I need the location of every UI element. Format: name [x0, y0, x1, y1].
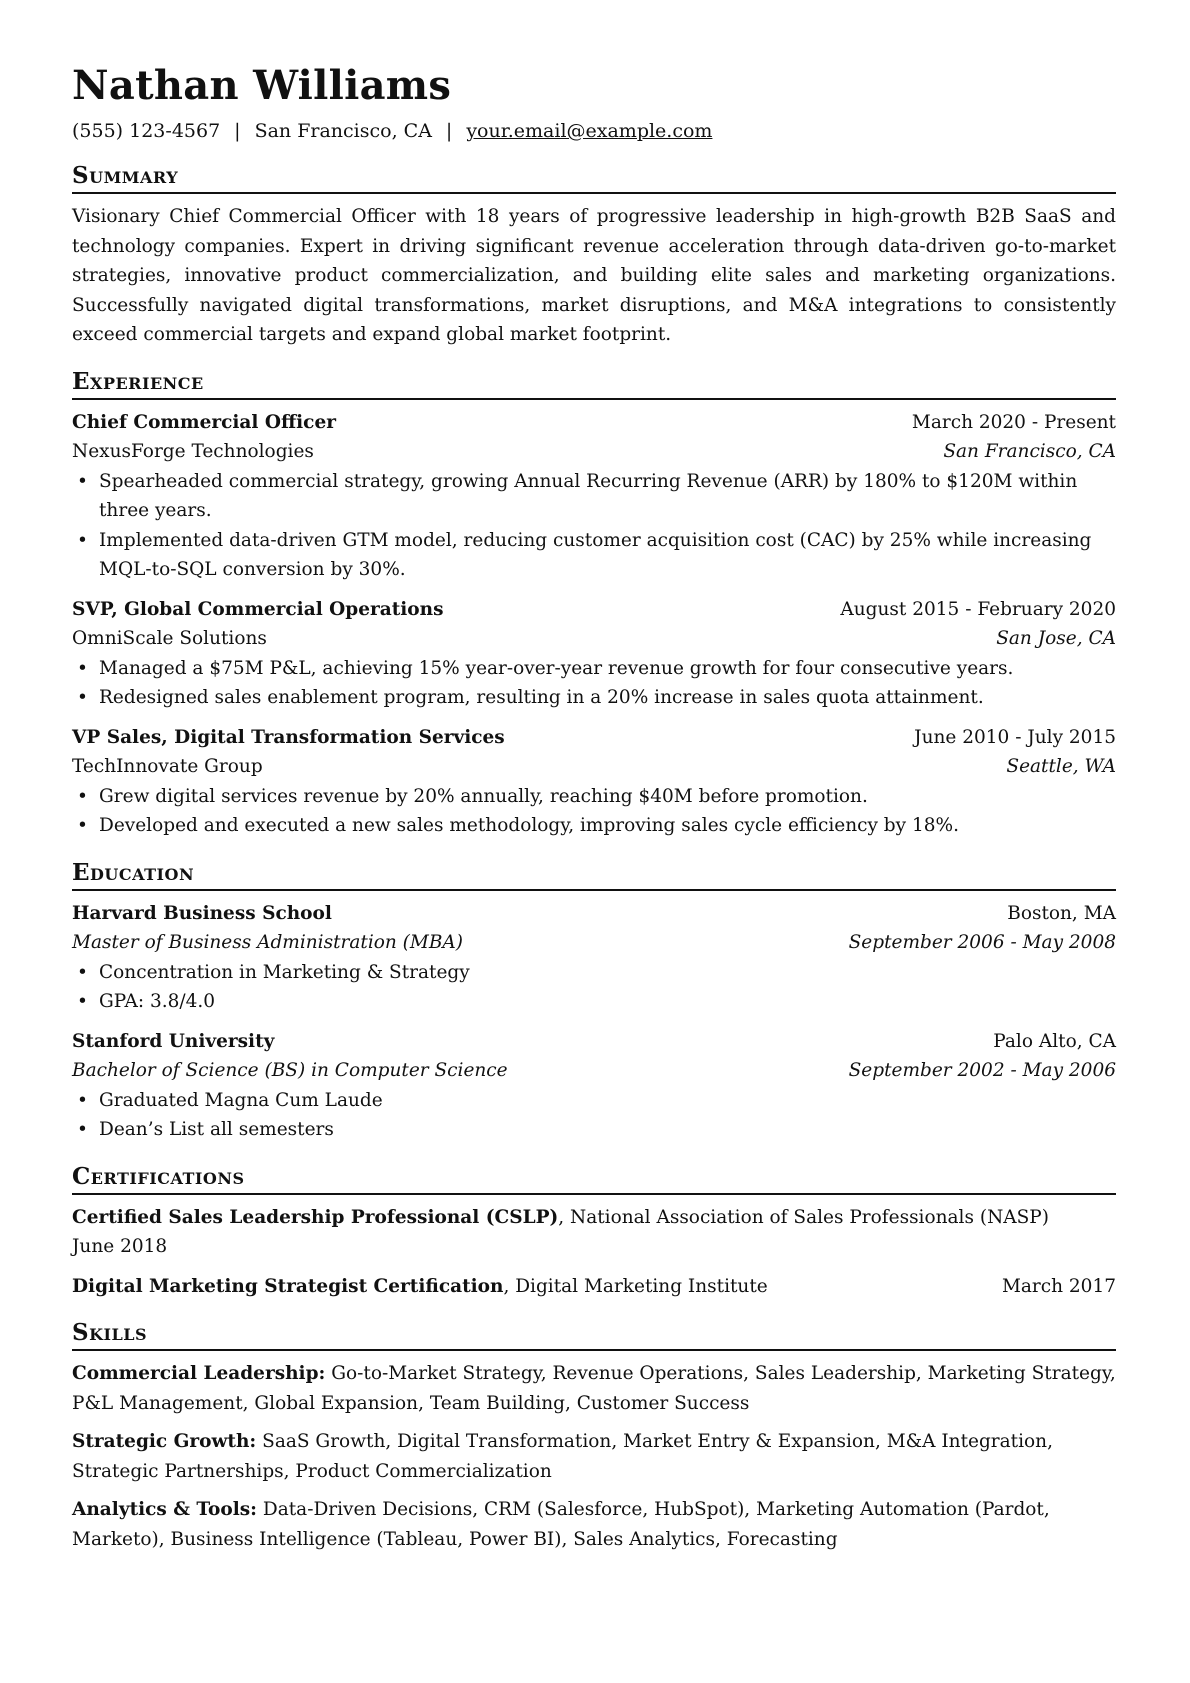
job-title: SVP, Global Commercial Operations — [72, 598, 444, 620]
bullet-item: • Grew digital services revenue by 20% annually, reaching $40M before promotion. — [99, 782, 1116, 812]
certification-date: March 2017 — [1001, 1275, 1116, 1297]
job-title: VP Sales, Digital Transformation Services — [72, 726, 505, 748]
bullet-item: • Concentration in Marketing & Strategy — [99, 958, 1116, 988]
bullet-item: • Graduated Magna Cum Laude — [99, 1086, 1116, 1116]
job-dates: August 2015 - February 2020 — [840, 598, 1116, 620]
education-section — [72, 859, 1116, 1145]
job-title: Chief Commercial Officer — [72, 411, 336, 433]
job-location: Seattle, WA — [1006, 756, 1116, 777]
contact-line — [72, 118, 1116, 144]
section-title-certifications: Certifications — [72, 1163, 1116, 1195]
contact-separator: | — [445, 120, 453, 142]
bullet-item: • Spearheaded commercial strategy, growing Annual Recurring Revenue (ARR) by 180% to $120M within three years. — [99, 467, 1116, 526]
skill-group-label: Commercial Leadership: — [72, 1363, 326, 1384]
contact-location: San Francisco, CA — [254, 120, 432, 142]
job-location: San Jose, CA — [996, 628, 1116, 649]
section-title-skills: Skills — [72, 1319, 1116, 1351]
company-name: TechInnovate Group — [72, 756, 263, 777]
skills-section — [72, 1319, 1116, 1554]
bullet-item: • GPA: 3.8/4.0 — [99, 987, 1116, 1017]
certification-entry — [72, 1272, 1116, 1302]
skill-group-text: Data-Driven Decisions, CRM (Salesforce, HubSpot), Marketing Automation (Pardot, Marketo), Business Intelligence (Tableau, Power BI), Sales Analytics, Forecasting — [72, 1499, 1050, 1550]
summary-section — [72, 162, 1116, 350]
school-name: Stanford University — [72, 1030, 275, 1052]
section-title-summary: Summary — [72, 162, 1116, 194]
certification-date: June 2018 — [72, 1236, 168, 1257]
education-entry — [72, 899, 1116, 1017]
skill-group-label: Analytics & Tools: — [72, 1499, 257, 1520]
education-dates: September 2006 - May 2008 — [848, 932, 1116, 953]
job-location: San Francisco, CA — [943, 441, 1116, 462]
candidate-name: Nathan Williams — [72, 62, 452, 109]
bullet-item: • Developed and executed a new sales methodology, improving sales cycle efficiency by 18%. — [99, 811, 1116, 841]
certification-issuer: , Digital Marketing Institute — [503, 1275, 768, 1297]
section-title-education: Education — [72, 859, 1116, 891]
certification-entry — [72, 1203, 1116, 1262]
certification-name: Digital Marketing Strategist Certification — [72, 1275, 504, 1297]
job-dates: March 2020 - Present — [911, 411, 1116, 433]
job-dates: June 2010 - July 2015 — [914, 726, 1116, 748]
section-title-experience: Experience — [72, 368, 1116, 400]
skill-group — [72, 1427, 1116, 1486]
certification-name: Certified Sales Leadership Professional (CSLP) — [72, 1206, 559, 1228]
degree-name: Master of Business Administration (MBA) — [72, 932, 464, 953]
school-location: Boston, MA — [1007, 902, 1116, 924]
phone-number: (555) 123-4567 — [72, 120, 221, 142]
email-link[interactable]: your.email@example.com — [466, 120, 713, 142]
company-name: OmniScale Solutions — [72, 628, 267, 649]
skill-group-text: SaaS Growth, Digital Transformation, Market Entry & Expansion, M&A Integration, Strategic Partnerships, Product Commercialization — [72, 1431, 1053, 1482]
skill-group — [72, 1495, 1116, 1554]
contact-separator: | — [234, 120, 241, 142]
education-entry — [72, 1027, 1116, 1145]
school-name: Harvard Business School — [72, 902, 332, 924]
school-location: Palo Alto, CA — [993, 1030, 1116, 1052]
company-name: NexusForge Technologies — [72, 441, 314, 462]
skill-group-text: Go-to-Market Strategy, Revenue Operations, Sales Leadership, Marketing Strategy, P&L Management, Global Expansion, Team Building, Customer Success — [72, 1363, 1116, 1414]
education-dates: September 2002 - May 2006 — [848, 1060, 1116, 1081]
summary-text: Visionary Chief Commercial Officer with 18 years of progressive leadership in high-growth B2B SaaS and technology companies. Expert in driving significant revenue acceleration through data-driven go-to-market strategies, innovative product commercialization, and building elite sales and marketing organizations. Successfully navigated digital transformations, market disruptions, and M&A integrations to consistently exceed commercial targets and expand global market footprint. — [72, 206, 1116, 345]
certification-issuer: , National Association of Sales Professionals (NASP) — [558, 1206, 1049, 1228]
certifications-section — [72, 1163, 1116, 1302]
bullet-item: • Redesigned sales enablement program, resulting in a 20% increase in sales quota attainment. — [99, 683, 1116, 713]
experience-entry — [72, 408, 1116, 585]
bullet-item: • Dean’s List all semesters — [99, 1115, 1116, 1145]
bullet-item: • Implemented data-driven GTM model, reducing customer acquisition cost (CAC) by 25% while increasing MQL-to-SQL conversion by 30%. — [99, 526, 1116, 585]
experience-entry — [72, 723, 1116, 841]
skill-group-label: Strategic Growth: — [72, 1431, 257, 1452]
experience-section — [72, 368, 1116, 841]
bullet-item: • Managed a $75M P&L, achieving 15% year-over-year revenue growth for four consecutive years. — [99, 654, 1116, 684]
degree-name: Bachelor of Science (BS) in Computer Science — [72, 1060, 508, 1081]
skill-group — [72, 1359, 1116, 1418]
experience-entry — [72, 595, 1116, 713]
